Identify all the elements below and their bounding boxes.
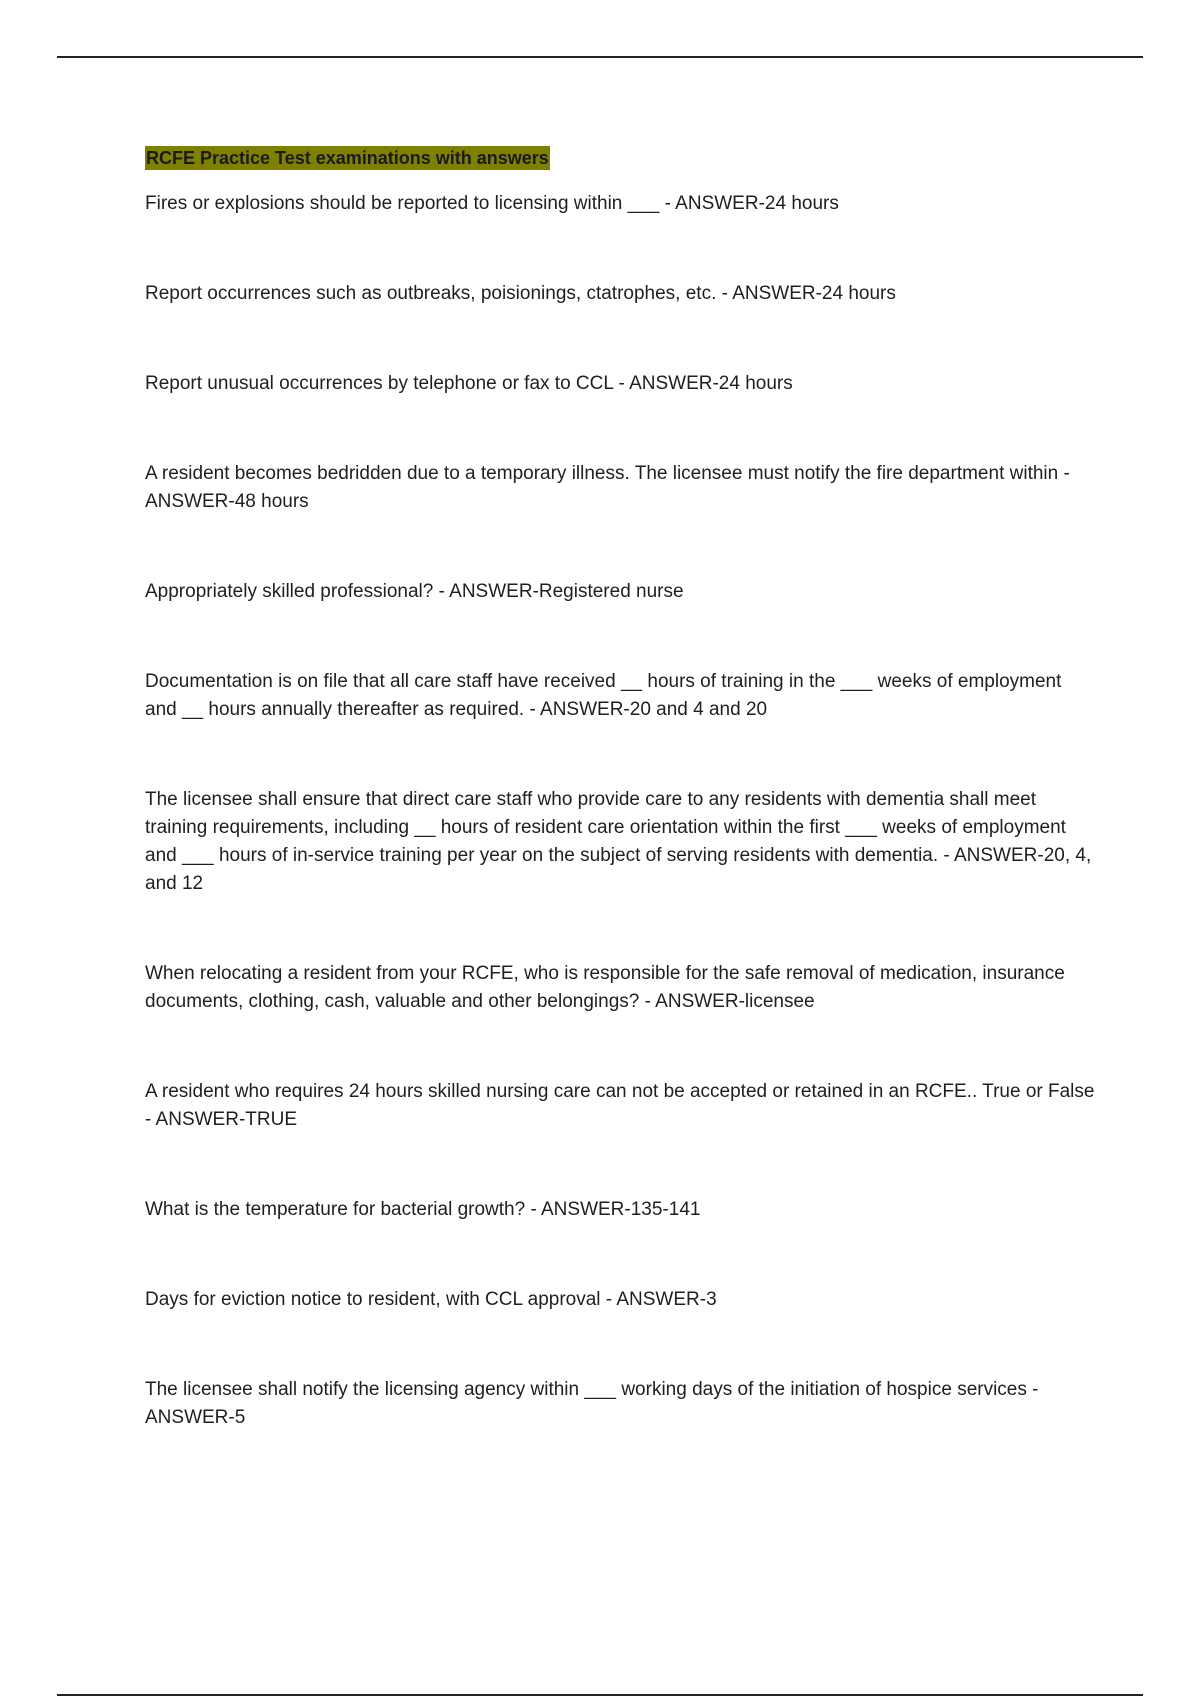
header-rule xyxy=(57,56,1143,58)
qa-item: The licensee shall ensure that direct care staff who provide care to any residents with dementia shall meet training requirements, including __ hours of resident care orientation within the first ___ weeks of employment and ___ hours of in-service training per year on the subject of serving residents with dementia. - ANSWER-20, 4, and 12 xyxy=(145,789,1092,894)
qa-item: When relocating a resident from your RCFE, who is responsible for the safe removal of medication, insurance documents, clothing, cash, valuable and other belongings? - ANSWER-licensee xyxy=(145,963,1065,1012)
qa-item: The licensee shall notify the licensing agency within ___ working days of the initiation of hospice services - ANSWER-5 xyxy=(145,1379,1039,1428)
qa-item: A resident becomes bedridden due to a temporary illness. The licensee must notify the fire department within - ANSWER-48 hours xyxy=(145,463,1070,512)
qa-item: Fires or explosions should be reported to licensing within ___ - ANSWER-24 hours xyxy=(145,193,839,214)
footer-rule xyxy=(57,1694,1143,1696)
qa-list xyxy=(145,190,1095,1432)
qa-item: Appropriately skilled professional? - ANSWER-Registered nurse xyxy=(145,581,684,602)
document-title: RCFE Practice Test examinations with answers xyxy=(146,148,549,168)
qa-item: Documentation is on file that all care staff have received __ hours of training in the ___ weeks of employment and __ hours annually thereafter as required. - ANSWER-20 and 4 and 20 xyxy=(145,671,1062,720)
qa-item: Report occurrences such as outbreaks, poisionings, ctatrophes, etc. - ANSWER-24 hours xyxy=(145,283,896,304)
qa-item: A resident who requires 24 hours skilled nursing care can not be accepted or retained in an RCFE.. True or False - ANSWER-TRUE xyxy=(145,1081,1095,1130)
qa-item: Days for eviction notice to resident, with CCL approval - ANSWER-3 xyxy=(145,1289,717,1310)
qa-item: What is the temperature for bacterial growth? - ANSWER-135-141 xyxy=(145,1199,701,1220)
document-body xyxy=(145,146,1095,1432)
qa-item: Report unusual occurrences by telephone or fax to CCL - ANSWER-24 hours xyxy=(145,373,793,394)
